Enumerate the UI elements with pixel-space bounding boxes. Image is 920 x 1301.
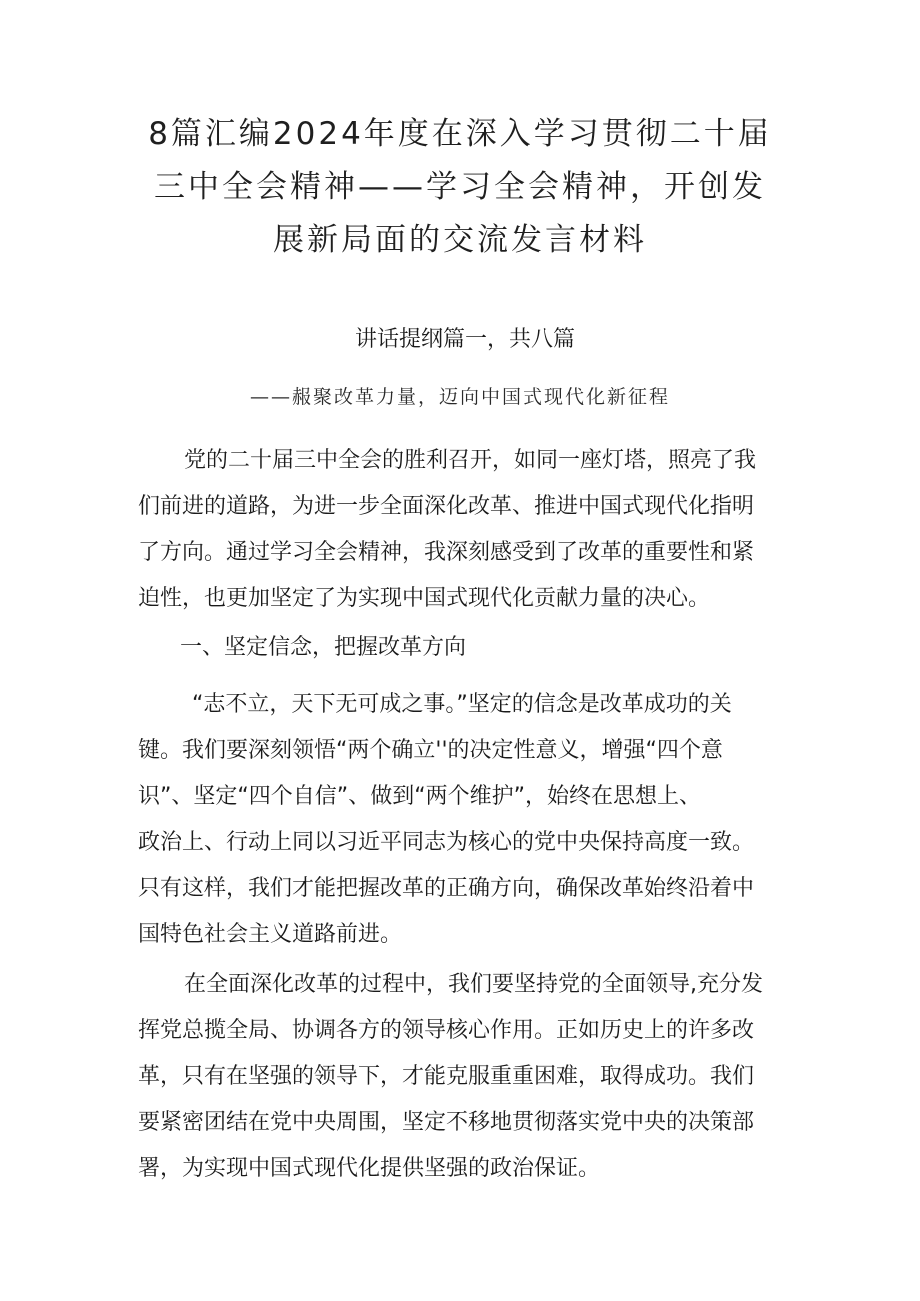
paragraph-line: 要紧密团结在党中央周围，坚定不移地贯彻落实党中央的决策部 xyxy=(138,1110,755,1135)
paragraph-line: 党的二十届三中全会的胜利召开，如同一座灯塔，照亮了我 xyxy=(184,448,757,473)
document-title xyxy=(110,108,810,267)
paragraph-line: 政治上、行动上同以习近平同志为核心的党中央保持高度一致。 xyxy=(138,830,755,855)
paragraph-line: 署，为实现中国式现代化提供坚强的政治保证。 xyxy=(138,1156,601,1181)
paragraph-line: 挥党总揽全局、协调各方的领导核心作用。正如历史上的许多改 xyxy=(138,1018,755,1043)
paragraph-3 xyxy=(138,962,798,1192)
paragraph-line: 只有这样，我们才能把握改革的正确方向，确保改革始终沿着中 xyxy=(138,876,755,901)
paragraph-line: 国特色社会主义道路前进。 xyxy=(138,922,403,947)
paragraph-line: 革，只有在坚强的领导下，才能克服重重困难，取得成功。我们 xyxy=(138,1064,755,1089)
paragraph-line: 们前进的道路，为进一步全面深化改革、推进中国式现代化指明 xyxy=(138,494,755,519)
paragraph-line: 识”、坚定“四个自信”、做到“两个维护”，始终在思想上、 xyxy=(138,784,701,809)
paragraph-2 xyxy=(138,682,798,958)
paragraph-line: 了方向。通过学习全会精神，我深刻感受到了改革的重要性和紧 xyxy=(138,540,755,565)
subtitle: ——赧聚改革力量，迈向中国式现代化新征程 xyxy=(249,386,670,408)
title-line-1: 8篇汇编2024年度在深入学习贯彻二十届 xyxy=(148,116,772,152)
paragraph-line: 键。我们要深刻领悟“两个确立''的决定性意义，增强“四个意 xyxy=(138,738,723,763)
paragraph-1 xyxy=(138,438,798,622)
paragraph-line: 在全面深化改革的过程中，我们要坚持党的全面领导,充分发 xyxy=(184,972,763,997)
heading-1: 一、坚定信念，把握改革方向 xyxy=(180,635,467,660)
title-line-3: 展新局面的交流发言材料 xyxy=(273,222,647,258)
paragraph-line: 迫性，也更加坚定了为实现中国式现代化贡献力量的决心。 xyxy=(138,586,711,611)
paragraph-line: “志不立，天下无可成之事。”坚定的信念是改革成功的关 xyxy=(192,692,732,717)
section-heading: 讲话提纲篇一，共八篇 xyxy=(354,327,575,352)
title-line-2: 三中全会精神——学习全会精神，开创发 xyxy=(154,169,766,205)
